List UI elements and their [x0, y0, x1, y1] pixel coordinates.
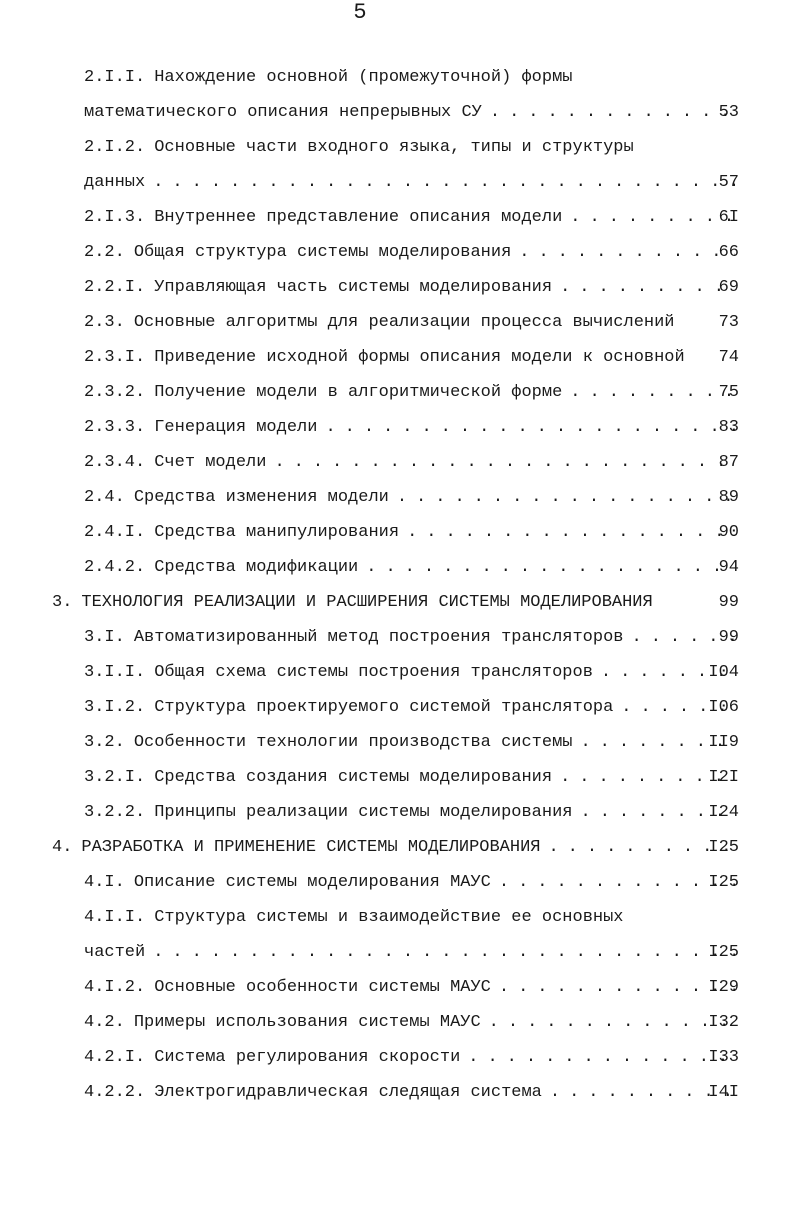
table-of-contents: [0, 60, 794, 1110]
section-title: Средства модификации: [154, 558, 359, 577]
section-number: 2.I.I.: [84, 68, 146, 87]
section-title: Внутреннее представление описания модели: [154, 208, 563, 227]
toc-entry-2-3-4: [0, 445, 794, 480]
section-title-line1: Основные части входного языка, типы и структуры: [154, 138, 634, 157]
section-title: Общая схема системы построения трансляторов: [154, 663, 593, 682]
page-reference: 89: [718, 488, 739, 507]
section-number: 2.2.I.: [84, 278, 146, 297]
toc-entry-2-2: [0, 235, 794, 270]
page-reference: I32: [708, 1013, 739, 1032]
section-title: Приведение исходной формы описания модели к основной: [154, 348, 685, 367]
section-title: Генерация модели: [154, 418, 318, 437]
section-number: 4.: [52, 838, 73, 857]
page-reference: 99: [718, 593, 739, 612]
dot-leader: [489, 1005, 735, 1040]
dot-leader: [499, 865, 735, 900]
section-title: Средства изменения модели: [133, 488, 389, 507]
dot-leader: [490, 95, 735, 130]
section-title: Основные особенности системы МАУС: [154, 978, 491, 997]
section-title: Получение модели в алгоритмической форме: [154, 383, 563, 402]
page-reference: II9: [708, 733, 739, 752]
section-number: 3.I.2.: [84, 698, 146, 717]
page-reference: 83: [718, 418, 739, 437]
page-reference: 69: [718, 278, 739, 297]
section-number: 2.4.2.: [84, 558, 146, 577]
section-number: 2.3.3.: [84, 418, 146, 437]
page-reference: I25: [708, 873, 739, 892]
dot-leader: [468, 1040, 735, 1075]
dot-leader: [570, 200, 735, 235]
page-reference: I25: [708, 838, 739, 857]
toc-entry-chapter-4: [0, 830, 794, 865]
page-reference: I29: [708, 978, 739, 997]
page-reference: 57: [718, 173, 739, 192]
section-number: 2.4.I.: [84, 523, 146, 542]
page-reference: 66: [718, 243, 739, 262]
page-reference: I06: [708, 698, 739, 717]
toc-entry-2-1-2-first-line: [0, 130, 794, 165]
toc-entry-3-1-2: [0, 690, 794, 725]
section-number: 2.I.2.: [84, 138, 146, 157]
section-title: Электрогидравлическая следящая система: [154, 1083, 542, 1102]
section-number: 4.I.: [84, 873, 125, 892]
dot-leader: [153, 165, 735, 200]
page-reference: 74: [718, 348, 739, 367]
section-title: Управляющая часть системы моделирования: [154, 278, 553, 297]
toc-entry-4-1-1-first-line: [0, 900, 794, 935]
page-reference: I24: [708, 803, 739, 822]
section-title: Описание системы моделирования МАУС: [133, 873, 491, 892]
section-number: 4.I.2.: [84, 978, 146, 997]
page-reference: I4I: [708, 1083, 739, 1102]
section-number: 4.I.I.: [84, 908, 146, 927]
section-number: 2.3.I.: [84, 348, 146, 367]
toc-entry-3-1-1: [0, 655, 794, 690]
section-title: ТЕХНОЛОГИЯ РЕАЛИЗАЦИИ И РАСШИРЕНИЯ СИСТЕМЫ МОДЕЛИРОВАНИЯ: [81, 593, 653, 612]
section-title: Общая структура системы моделирования: [133, 243, 512, 262]
toc-entry-2-3-3: [0, 410, 794, 445]
section-number: 2.2.: [84, 243, 125, 262]
toc-entry-4-2-1: [0, 1040, 794, 1075]
section-number: 4.2.I.: [84, 1048, 146, 1067]
section-number: 3.I.I.: [84, 663, 146, 682]
section-title: Средства манипулирования: [154, 523, 400, 542]
page-reference: 94: [718, 558, 739, 577]
toc-entry-3-1: [0, 620, 794, 655]
page-reference: 99: [718, 628, 739, 647]
page-reference: 90: [718, 523, 739, 542]
toc-entry-2-4-1: [0, 515, 794, 550]
section-number: 3.2.: [84, 733, 125, 752]
toc-entry-4-1: [0, 865, 794, 900]
section-number: 2.4.: [84, 488, 125, 507]
toc-entry-2-1-2: [0, 165, 794, 200]
section-title: Особенности технологии производства системы: [133, 733, 573, 752]
page-number: 5: [353, 0, 367, 25]
section-title: Автоматизированный метод построения трансляторов: [133, 628, 624, 647]
toc-entry-2-4: [0, 480, 794, 515]
section-number: 3.: [52, 593, 73, 612]
section-title: Примеры использования системы МАУС: [133, 1013, 481, 1032]
page-reference: 6I: [718, 208, 739, 227]
section-title: Основные алгоритмы для реализации процесса вычислений: [133, 313, 675, 332]
section-number: 4.2.2.: [84, 1083, 146, 1102]
toc-entry-4-1-1: [0, 935, 794, 970]
toc-entry-4-1-2: [0, 970, 794, 1005]
dot-leader: [397, 480, 735, 515]
section-number: 3.2.I.: [84, 768, 146, 787]
toc-entry-chapter-3: [0, 585, 794, 620]
dot-leader: [519, 235, 735, 270]
section-title: Структура проектируемого системой транслятора: [154, 698, 614, 717]
section-number: 2.3.: [84, 313, 125, 332]
dot-leader: [153, 935, 735, 970]
section-title: Принципы реализации системы моделирования: [154, 803, 573, 822]
dot-leader: [570, 375, 735, 410]
section-number: 2.3.2.: [84, 383, 146, 402]
toc-entry-2-1-1-first-line: [0, 60, 794, 95]
section-title: Система регулирования скорости: [154, 1048, 461, 1067]
dot-leader: [550, 1075, 735, 1110]
toc-entry-4-2-2: [0, 1075, 794, 1110]
section-number: 2.3.4.: [84, 453, 146, 472]
section-title: данных: [84, 173, 146, 192]
page-reference: 75: [718, 383, 739, 402]
toc-entry-2-1-3: [0, 200, 794, 235]
toc-entry-3-2-2: [0, 795, 794, 830]
page-reference: 73: [718, 313, 739, 332]
toc-entry-2-3-1: [0, 340, 794, 375]
toc-entry-2-3-2: [0, 375, 794, 410]
section-title: РАЗРАБОТКА И ПРИМЕНЕНИЕ СИСТЕМЫ МОДЕЛИРОВАНИЯ: [81, 838, 541, 857]
toc-entry-3-2: [0, 725, 794, 760]
toc-entry-4-2: [0, 1005, 794, 1040]
section-title-line1: Нахождение основной (промежуточной) формы: [154, 68, 573, 87]
page-reference: 87: [718, 453, 739, 472]
toc-entry-3-2-1: [0, 760, 794, 795]
dot-leader: [548, 830, 735, 865]
section-number: 3.I.: [84, 628, 125, 647]
dot-leader: [407, 515, 735, 550]
page-reference: 53: [718, 103, 739, 122]
section-title-line1: Структура системы и взаимодействие ее основных: [154, 908, 624, 927]
section-number: 2.I.3.: [84, 208, 146, 227]
page-reference: I2I: [708, 768, 739, 787]
dot-leader: [366, 550, 735, 585]
section-number: 3.2.2.: [84, 803, 146, 822]
section-number: 4.2.: [84, 1013, 125, 1032]
toc-entry-2-3: [0, 305, 794, 340]
page-reference: I25: [708, 943, 739, 962]
section-title: Счет модели: [154, 453, 267, 472]
dot-leader: [499, 970, 735, 1005]
section-title: Средства создания системы моделирования: [154, 768, 553, 787]
toc-entry-2-4-2: [0, 550, 794, 585]
dot-leader: [560, 270, 735, 305]
dot-leader: [325, 410, 735, 445]
section-title: частей: [84, 943, 146, 962]
dot-leader: [274, 445, 735, 480]
section-title: математического описания непрерывных СУ: [84, 103, 482, 122]
page-reference: I33: [708, 1048, 739, 1067]
page-reference: I04: [708, 663, 739, 682]
toc-entry-2-2-1: [0, 270, 794, 305]
toc-entry-2-1-1: [0, 95, 794, 130]
